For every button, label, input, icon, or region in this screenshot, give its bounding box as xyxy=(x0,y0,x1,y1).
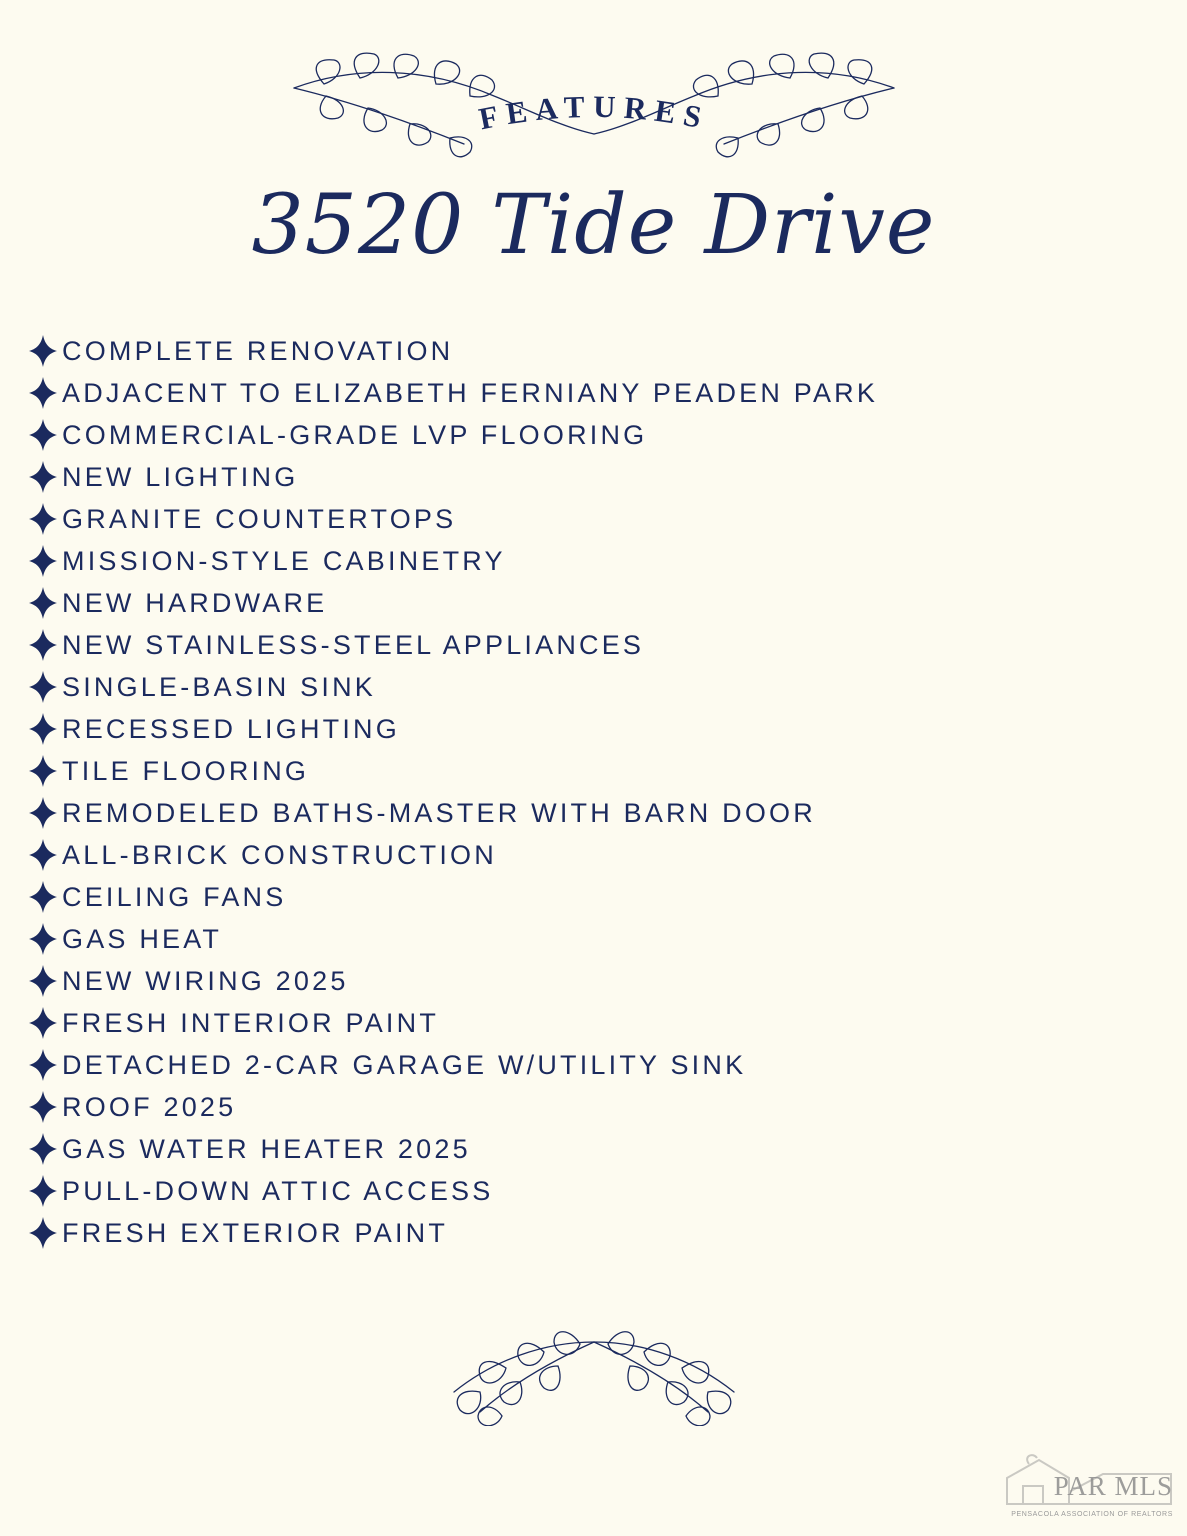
diamond-bullet-icon xyxy=(28,1048,58,1082)
diamond-bullet-icon xyxy=(28,418,58,452)
feature-label: COMMERCIAL-GRADE LVP FLOORING xyxy=(62,419,648,450)
page-title: 3520 Tide Drive xyxy=(251,178,936,273)
feature-label: RECESSED LIGHTING xyxy=(62,713,400,744)
feature-label: GAS WATER HEATER 2025 xyxy=(62,1133,471,1164)
list-item xyxy=(28,960,1168,1002)
feature-label: FRESH EXTERIOR PAINT xyxy=(62,1217,449,1248)
diamond-bullet-icon xyxy=(28,796,58,830)
list-item xyxy=(28,1086,1168,1128)
list-item xyxy=(28,498,1168,540)
diamond-bullet-icon xyxy=(28,502,58,536)
laurel-branch-ornament-bottom xyxy=(384,1316,804,1426)
diamond-bullet-icon xyxy=(28,586,58,620)
list-item xyxy=(28,918,1168,960)
list-item xyxy=(28,414,1168,456)
list-item xyxy=(28,1170,1168,1212)
feature-label: NEW STAINLESS-STEEL APPLIANCES xyxy=(62,629,645,660)
feature-label: GAS HEAT xyxy=(62,923,223,954)
list-item xyxy=(28,792,1168,834)
diamond-bullet-icon xyxy=(28,1090,58,1124)
diamond-bullet-icon xyxy=(28,628,58,662)
feature-label: ADJACENT TO ELIZABETH FERNIANY PEADEN PARK xyxy=(62,377,879,408)
list-item xyxy=(28,624,1168,666)
list-item xyxy=(28,1002,1168,1044)
feature-label: MISSION-STYLE CABINETRY xyxy=(62,545,506,576)
features-list xyxy=(28,330,1168,1254)
diamond-bullet-icon xyxy=(28,1174,58,1208)
features-heading xyxy=(394,88,794,162)
feature-label: FRESH INTERIOR PAINT xyxy=(62,1007,440,1038)
list-item xyxy=(28,1212,1168,1254)
list-item xyxy=(28,1128,1168,1170)
watermark-name: PAR MLS xyxy=(1053,1471,1173,1501)
diamond-bullet-icon xyxy=(28,544,58,578)
diamond-bullet-icon xyxy=(28,460,58,494)
list-item xyxy=(28,582,1168,624)
feature-label: SINGLE-BASIN SINK xyxy=(62,671,376,702)
diamond-bullet-icon xyxy=(28,712,58,746)
diamond-bullet-icon xyxy=(28,670,58,704)
list-item xyxy=(28,372,1168,414)
diamond-bullet-icon xyxy=(28,334,58,368)
list-item xyxy=(28,876,1168,918)
diamond-bullet-icon xyxy=(28,838,58,872)
feature-label: REMODELED BATHS-MASTER WITH BARN DOOR xyxy=(62,797,816,828)
feature-label: ALL-BRICK CONSTRUCTION xyxy=(62,839,497,870)
feature-label: TILE FLOORING xyxy=(62,755,310,786)
diamond-bullet-icon xyxy=(28,1216,58,1250)
feature-label: ROOF 2025 xyxy=(62,1091,237,1122)
diamond-bullet-icon xyxy=(28,964,58,998)
list-item xyxy=(28,540,1168,582)
feature-label: NEW WIRING 2025 xyxy=(62,965,349,996)
list-item xyxy=(28,456,1168,498)
list-item xyxy=(28,1044,1168,1086)
list-item xyxy=(28,330,1168,372)
watermark-subtitle: PENSACOLA ASSOCIATION OF REALTORS xyxy=(1011,1511,1173,1518)
feature-label: NEW HARDWARE xyxy=(62,587,328,618)
diamond-bullet-icon xyxy=(28,880,58,914)
list-item xyxy=(28,666,1168,708)
list-item xyxy=(28,834,1168,876)
feature-label: PULL-DOWN ATTIC ACCESS xyxy=(62,1175,494,1206)
feature-label: COMPLETE RENOVATION xyxy=(62,335,454,366)
document-header xyxy=(0,0,1187,200)
diamond-bullet-icon xyxy=(28,754,58,788)
feature-label: DETACHED 2-CAR GARAGE W/UTILITY SINK xyxy=(62,1049,747,1080)
list-item xyxy=(28,708,1168,750)
list-item xyxy=(28,750,1168,792)
diamond-bullet-icon xyxy=(28,1006,58,1040)
feature-label: NEW LIGHTING xyxy=(62,461,299,492)
feature-label: GRANITE COUNTERTOPS xyxy=(62,503,457,534)
feature-label: CEILING FANS xyxy=(62,881,287,912)
diamond-bullet-icon xyxy=(28,922,58,956)
diamond-bullet-icon xyxy=(28,376,58,410)
svg-text:FEATURES xyxy=(475,89,711,137)
features-heading-text: FEATURES xyxy=(475,88,712,137)
diamond-bullet-icon xyxy=(28,1132,58,1166)
